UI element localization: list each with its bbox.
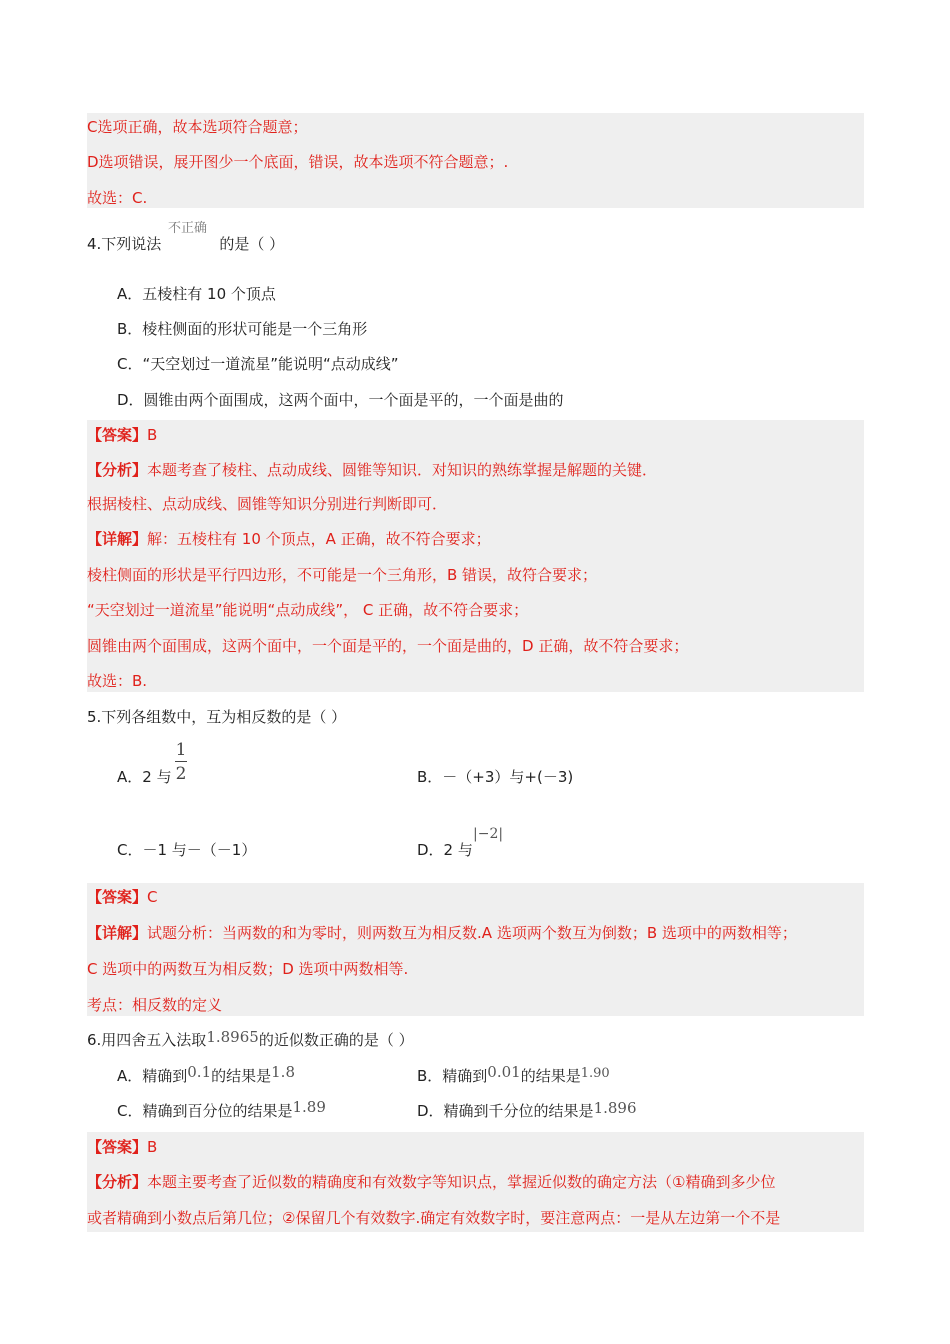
detail-line: 圆锥由两个面围成，这两个面中，一个面是平的，一个面是曲的，D 正确，故不符合要求；: [87, 637, 689, 655]
option-text: D．精确到千分位的结果是: [417, 1102, 594, 1120]
answer-value: B: [147, 1138, 158, 1156]
analysis-line-2: 根据棱柱、点动成线、圆锥等知识分别进行判断即可．: [87, 495, 448, 513]
detail-line: 故选：B.: [87, 672, 148, 690]
solution-line: 故选：C.: [87, 189, 148, 207]
analysis-text: 本题考查了棱柱、点动成线、圆锥等知识．对知识的熟练掌握是解题的关键．: [147, 461, 658, 479]
solution-line: C选项正确，故本选项符合题意；: [87, 118, 308, 136]
analysis-tag: 【分析】: [87, 1173, 148, 1191]
stem-number: 1.8965: [206, 1028, 259, 1046]
fraction-one-half: [174, 740, 188, 788]
stem-prefix: 6.用四舍五入法取: [87, 1031, 207, 1049]
detail-line: [87, 923, 797, 943]
option-b: [417, 1063, 610, 1088]
kaodian-line: 考点：相反数的定义: [87, 996, 223, 1014]
option-text: C．精确到百分位的结果是: [117, 1102, 293, 1120]
option-d: D．2 与: [417, 841, 473, 859]
question-5-stem: 5.下列各组数中，互为相反数的是（ ）: [87, 708, 347, 726]
option-c: C．－1 与－（－1）: [117, 841, 257, 859]
answer-line: [87, 887, 158, 907]
detail-text: 试题分析：当两数的和为零时，则两数互为相反数.A 选项两个数互为倒数；B 选项中的两数相等；: [147, 924, 797, 942]
option-text: B．精确到: [417, 1067, 488, 1085]
emphasis-mark: 不正确: [168, 221, 208, 236]
analysis-line-2: 或者精确到小数点后第几位；②保留几个有效数字.确定有效数字时，要注意两点：一是从左边第一个不是: [87, 1209, 781, 1227]
answer-tag: 【答案】: [87, 426, 148, 444]
detail-tag: 【详解】: [87, 530, 148, 548]
option-d: D．圆锥由两个面围成，这两个面中，一个面是平的，一个面是曲的: [117, 391, 564, 409]
stem-prefix: 4.下列说法: [87, 235, 162, 253]
detail-tag: 【详解】: [87, 924, 148, 942]
math-value: 1.8: [271, 1063, 295, 1081]
math-value: 1.896: [593, 1099, 637, 1117]
detail-line-2: C 选项中的两数互为相反数；D 选项中两数相等.: [87, 960, 409, 978]
option-text: A．精确到: [117, 1067, 188, 1085]
stem-suffix: 的近似数正确的是（ ）: [258, 1031, 414, 1049]
question-6-stem: [87, 1030, 414, 1050]
option-c: C．“天空划过一道流星”能说明“点动成线”: [117, 355, 399, 373]
option-text: 的结果是: [211, 1067, 272, 1085]
option-b: B．－（+3）与+(－3): [417, 768, 574, 786]
detail-text: 解：五棱柱有 10 个顶点，A 正确，故不符合要求；: [147, 530, 491, 548]
analysis-tag: 【分析】: [87, 461, 148, 479]
stem-suffix: 的是（ ）: [219, 235, 285, 253]
math-value: 0.1: [187, 1063, 212, 1081]
math-value: 0.01: [487, 1063, 521, 1081]
solution-line: D选项错误，展开图少一个底面，错误，故本选项不符合题意；.: [87, 153, 509, 171]
detail-line: 棱柱侧面的形状是平行四边形，不可能是一个三角形，B 错误，故符合要求；: [87, 566, 598, 584]
fraction-numerator: 1: [175, 740, 187, 760]
answer-tag: 【答案】: [87, 888, 148, 906]
analysis-line: [87, 460, 657, 480]
analysis-text: 本题主要考查了近似数的精确度和有效数字等知识点，掌握近似数的确定方法（①精确到多少位: [147, 1173, 776, 1191]
math-value: 1.90: [580, 1066, 610, 1081]
math-value: 1.89: [292, 1098, 326, 1116]
detail-line: [87, 529, 491, 549]
option-text: 的结果是: [520, 1067, 581, 1085]
option-a: A．五棱柱有 10 个顶点: [117, 285, 276, 303]
answer-value: C: [147, 888, 158, 906]
absolute-value-expression: |−2|: [473, 826, 504, 842]
fraction-bar: [175, 761, 187, 762]
option-a: [117, 1063, 295, 1086]
answer-line: [87, 425, 157, 445]
answer-tag: 【答案】: [87, 1138, 148, 1156]
option-b: B．棱柱侧面的形状可能是一个三角形: [117, 320, 368, 338]
option-d: [417, 1101, 637, 1121]
option-a: A．2 与: [117, 768, 172, 786]
fraction-denominator: 2: [175, 764, 187, 784]
answer-line: [87, 1137, 157, 1157]
detail-line: “天空划过一道流星”能说明“点动成线”， C 正确，故不符合要求；: [87, 601, 529, 619]
option-c: [117, 1098, 326, 1121]
analysis-line: [87, 1172, 775, 1192]
answer-value: B: [147, 426, 158, 444]
